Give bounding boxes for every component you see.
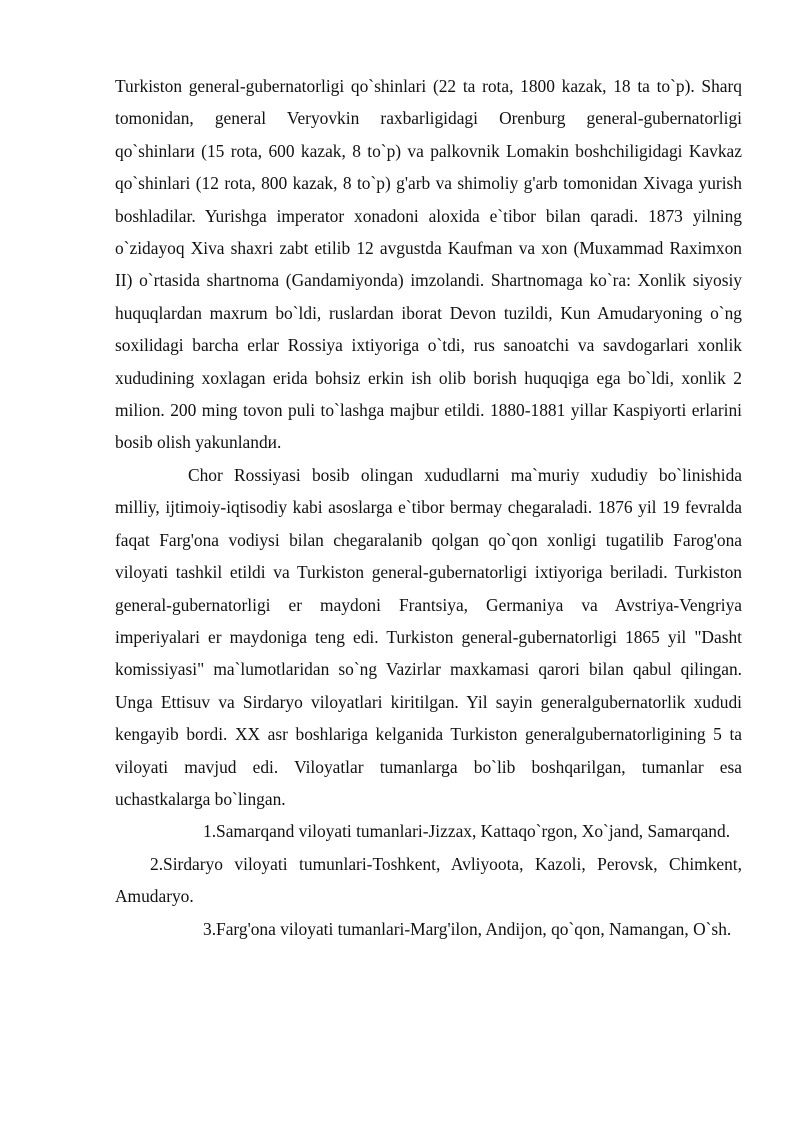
document-page: [115, 70, 742, 945]
list-item: 2.Sirdaryo viloyati tumunlari-Toshkent, Avliyoota, Kazoli, Perovsk, Chimkent, Amudaryo.: [115, 853, 742, 907]
body-paragraph: Turkiston general-gubernatorligi qo`shinlari (22 ta rota, 1800 kazak, 18 ta to`p). Sharq tomonidan, general Veryovkin raxbarligidagi Orenburg general-gubernatorligi qo`shinlarи (15 rota, 600 kazak, 8 to`p) va palkovnik Lomakin boshchiligidagi Kavkaz qo`shinlari (12 rota, 800 kazak, 8 to`p) g'arb va shimoliy g'arb tomonidan Xivaga yurish boshladilar. Yurishga imperator xonadoni aloxida e`tibor bilan qaradi. 1873 yilning o`zidayoq Xiva shaxri zabt etilib 12 avgustda Kaufman va xon (Muxammad Raximxon II) o`rtasida shartnoma (Gandamiyonda) imzolandi. Shartnomaga ko`ra: Xonlik siyosiy huquqlardan maxrum bo`ldi, ruslardan iborat Devon tuzildi, Kun Amudaryoning o`ng soxilidagi barcha erlar Rossiya ixtiyoriga o`tdi, rus sanoatchi va savdogarlari xonlik xududining xoxlagan erida bohsiz erkin ish olib borish huquqiga ega bo`ldi, xonlik 2 milion. 200 ming tovon puli to`lashga majbur etildi. 1880-1881 yillar Kaspiyorti erlarini bosib olish yakunlandи.: [115, 76, 742, 453]
body-paragraph: Chor Rossiyasi bosib olingan xududlarni ma`muriy xududiy bo`linishida milliy, ijtimoiy-iqtisodiy kabi asoslarga e`tibor bermay chegaraladi. 1876 yil 19 fevralda faqat Farg'ona vodiysi bilan chegaralanib qolgan qo`qon xonligi tugatilib Farog'ona viloyati tashkil etildi va Turkiston general-gubernatorligi ixtiyoriga beriladi. Turkiston general-gubernatorligi er maydoni Frantsiya, Germaniya va Avstriya-Vengriya imperiyalari er maydoniga teng edi. Turkiston general-gubernatorligi 1865 yil "Dasht komissiyasi" ma`lumotlaridan so`ng Vazirlar maxkamasi qarori bilan qabul qilingan. Unga Ettisuv va Sirdaryo viloyatlari kiritilgan. Yil sayin generalgubernatorlik xududi kengayib bordi. XX asr boshlariga kelganida Turkiston generalgubernatorligining 5 ta viloyati mavjud edi. Viloyatlar tumanlarga bo`lib boshqarilgan, tumanlar esa uchastkalarga bo`lingan.: [115, 464, 742, 809]
list-item: 3.Farg'ona viloyati tumanlari-Marg'ilon, Andijon, qo`qon, Namangan, O`sh.: [203, 918, 732, 939]
list-item: 1.Samarqand viloyati tumanlari-Jizzax, Kattaqo`rgon, Xo`jand, Samarqand.: [203, 821, 731, 842]
